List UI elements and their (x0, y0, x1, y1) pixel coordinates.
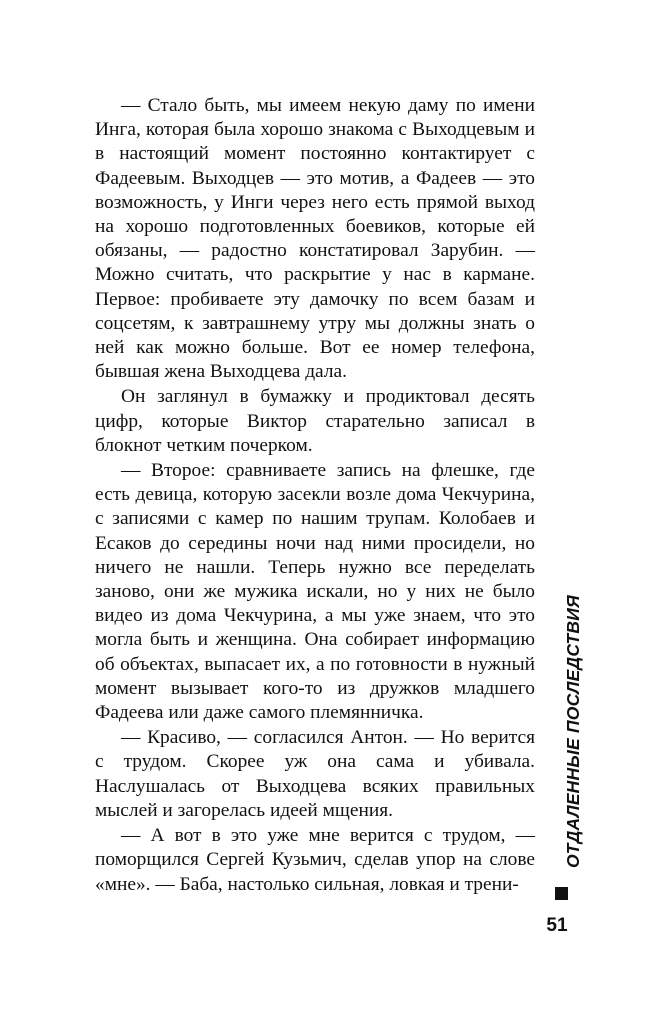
paragraph-4: — Красиво, — согласился Антон. — Но верится с трудом. Скорее уж она сама и убивала. Наслушалась от Выходцева всяких правильных мыслей и загорелась идеей мщения. (95, 727, 535, 821)
paragraph-2: Он заглянул в бумажку и продиктовал десять цифр, которые Виктор старательно записал в блокнот четким почерком. (95, 386, 535, 456)
running-head: ОТДАЛЕННЫЕ ПОСЛЕДСТВИЯ (563, 594, 583, 868)
square-marker-icon (555, 887, 568, 900)
paragraph-1: — Стало быть, мы имеем некую даму по имени Инга, которая была хорошо знакома с Выходцевым и в настоящий момент постоянно контактирует с Фадеевым. Выходцев — это мотив, а Фадеев — это возможность, у Инги через него есть прямой выход на хорошо подготовленных боевиков, которые ей обязаны, — радостно констатировал Зарубин. — Можно считать, что раскрытие у нас в кармане. Первое: пробиваете эту дамочку по всем базам и соцсетям, к завтрашнему утру мы должны знать о ней как можно больше. Вот ее номер телефона, бывшая жена Выходцева дала. (95, 95, 535, 383)
page-number: 51 (546, 915, 568, 936)
paragraph-5: — А вот в это уже мне верится с трудом, — поморщился Сергей Кузьмич, сделав упор на слове «мне». — Баба, настолько сильная, ловкая и трени- (95, 825, 535, 895)
paragraph-3: — Второе: сравниваете запись на флешке, где есть девица, которую засекли возле дома Чекчурина, с записями с камер по нашим трупам. Колобаев и Есаков до середины ночи над ними просидели, но ничего не нашли. Теперь нужно все переделать заново, они же мужика искали, но у них не было видео из дома Чекчурина, а мы уже знаем, что это могла быть и женщина. Она собирает информацию об объектах, выпасает их, а по готовности в нужный момент вызывает кого-то из дружков младшего Фадеева или даже самого племянничка. (95, 460, 535, 724)
body-text (95, 94, 535, 897)
